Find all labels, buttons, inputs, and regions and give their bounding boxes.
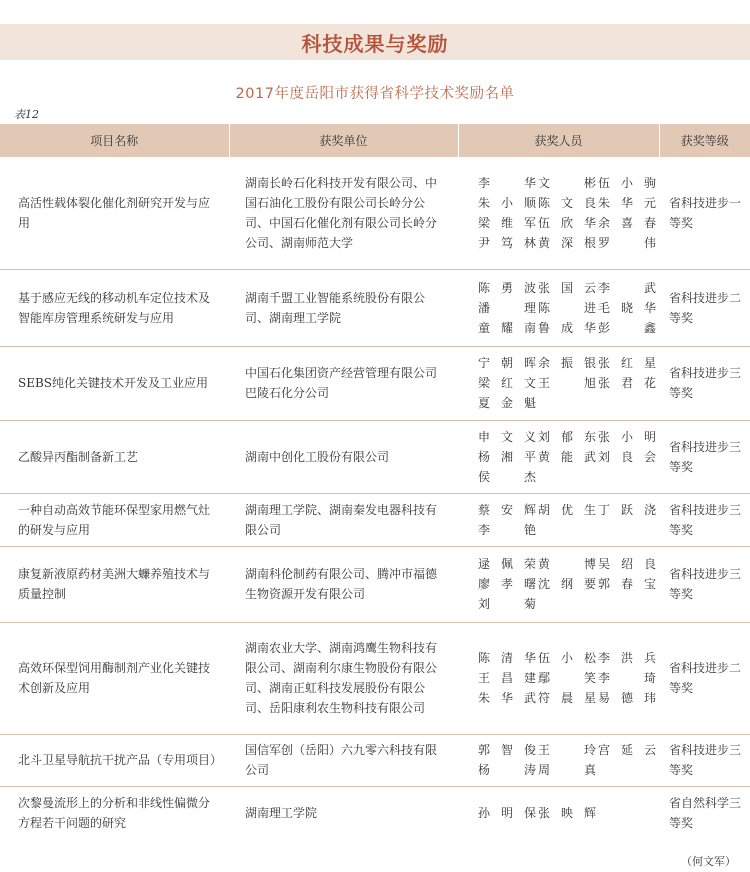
person-name: 夏金魁 <box>478 396 536 410</box>
person-name: 王昌建 <box>478 671 536 685</box>
person-name: 潘 理 <box>478 300 536 315</box>
table-row <box>0 493 750 546</box>
person-name: 朱华元 <box>598 195 656 210</box>
cell-project: 一种自动高效节能环保型家用燃气灶的研发与应用 <box>18 502 211 537</box>
person-name: 伍小驹 <box>598 175 656 190</box>
cell-project: 乙酸异丙酯制备新工艺 <box>18 449 139 464</box>
cell-people <box>458 346 659 420</box>
people-list <box>478 278 659 338</box>
person-name: 蔡安辉 <box>478 502 536 517</box>
table-row <box>0 734 750 786</box>
person-name: 李 武 <box>598 280 656 295</box>
cell-level: 省科技进步三等奖 <box>669 502 742 537</box>
person-name: 毛晓华 <box>598 300 656 315</box>
person-name: 吴绍良 <box>598 557 656 571</box>
table-row <box>0 269 750 346</box>
person-name: 孙明保 <box>478 806 536 821</box>
table-row <box>0 546 750 622</box>
person-name: 易德玮 <box>598 691 656 705</box>
person-name: 梁红文 <box>478 376 536 390</box>
cell-unit: 湖南理工学院、湖南秦发电器科技有限公司 <box>245 502 438 537</box>
cell-level: 省科技进步三等奖 <box>669 439 742 474</box>
person-name: 伍小松 <box>538 651 596 665</box>
person-name: 童耀南 <box>478 320 536 335</box>
cell-level: 省科技进步二等奖 <box>669 661 742 695</box>
cell-people <box>458 269 659 346</box>
person-name: 伍欣华 <box>538 215 596 230</box>
cell-people <box>458 546 659 622</box>
cell-people <box>458 493 659 546</box>
person-name: 彭 鑫 <box>598 320 656 335</box>
person-name: 尹笃林 <box>478 235 536 250</box>
header-level: 获奖等级 <box>659 124 750 157</box>
person-name: 廖孝曙 <box>478 577 536 591</box>
person-name: 侯 杰 <box>478 469 536 484</box>
table-title: 2017年度岳阳市获得省科学技术奖励名单 <box>235 86 515 102</box>
table-number: 表12 <box>14 108 39 121</box>
person-name: 鲁成华 <box>538 320 596 335</box>
cell-unit: 湖南理工学院 <box>245 806 318 821</box>
person-name: 刘良会 <box>598 449 656 464</box>
person-name: 陈勇波 <box>478 280 536 295</box>
cell-people <box>458 622 659 734</box>
cell-project: 基于感应无线的移动机车定位技术及智能库房管理系统研发与应用 <box>18 290 211 325</box>
cell-level: 省科技进步一等奖 <box>669 195 742 230</box>
author-credit: （何文军） <box>681 855 736 868</box>
person-name: 胡优生 <box>538 502 596 517</box>
person-name: 杨 涛 <box>478 763 536 777</box>
person-name: 宫延云 <box>598 743 656 757</box>
cell-level: 省自然科学三等奖 <box>669 796 742 831</box>
person-name: 陈 进 <box>538 300 596 315</box>
cell-level: 省科技进步二等奖 <box>669 290 742 325</box>
header-project: 项目名称 <box>0 124 229 157</box>
person-name: 黄 博 <box>538 557 596 571</box>
cell-project: 次黎曼流形上的分析和非线性偏微分方程若干问题的研究 <box>18 796 211 831</box>
person-name: 罗 伟 <box>598 235 656 250</box>
person-name: 王 玲 <box>538 743 596 757</box>
cell-people <box>458 734 659 786</box>
cell-people <box>458 420 659 493</box>
table-header-row <box>0 124 750 157</box>
cell-level: 省科技进步三等奖 <box>669 366 742 400</box>
cell-level: 省科技进步三等奖 <box>669 743 742 777</box>
person-name: 刘 菊 <box>478 597 536 611</box>
table-row <box>0 420 750 493</box>
person-name: 逯佩荣 <box>478 557 536 571</box>
person-name: 沈纲要 <box>538 577 596 591</box>
cell-project: 北斗卫星导航抗干扰产品（专用项目） <box>18 753 223 767</box>
person-name: 余振银 <box>538 356 596 370</box>
person-name: 鄢 笑 <box>538 671 596 685</box>
table-row <box>0 622 750 734</box>
person-name: 李 琦 <box>598 671 656 685</box>
cell-project: 康复新液原药材美洲大蠊养殖技术与质量控制 <box>18 567 211 601</box>
section-title: 科技成果与奖励 <box>301 31 449 56</box>
person-name: 陈清华 <box>478 651 536 665</box>
person-name: 刘郁东 <box>538 429 596 444</box>
people-list <box>478 740 659 780</box>
awards-table <box>0 124 750 840</box>
person-name: 黄能武 <box>538 449 596 464</box>
person-name: 张映辉 <box>538 806 596 821</box>
cell-people <box>458 786 659 840</box>
person-name: 杨湘平 <box>478 449 536 464</box>
header-people: 获奖人员 <box>458 124 659 157</box>
person-name: 朱华武 <box>478 691 536 705</box>
person-name: 黄深根 <box>538 235 596 250</box>
cell-unit: 中国石化集团资产经营管理有限公司巴陵石化分公司 <box>245 366 438 400</box>
person-name: 郭春宝 <box>598 577 656 591</box>
person-name: 周 真 <box>538 763 596 777</box>
cell-unit: 湖南长岭石化科技开发有限公司、中国石油化工股份有限公司长岭分公司、中国石化催化剂有限公司长岭分公司、湖南师范大学 <box>245 175 438 250</box>
cell-unit: 湖南中创化工股份有限公司 <box>245 449 390 464</box>
person-name: 余喜春 <box>598 215 656 230</box>
person-name: 宁朝晖 <box>478 356 536 370</box>
person-name: 梁维军 <box>478 215 536 230</box>
person-name: 丁跃浇 <box>598 502 656 517</box>
person-name: 申文义 <box>478 429 536 444</box>
people-list <box>478 803 659 823</box>
people-list <box>478 648 659 708</box>
people-list <box>478 173 659 253</box>
header-unit: 获奖单位 <box>229 124 458 157</box>
person-name: 朱小顺 <box>478 195 536 210</box>
person-name: 张小明 <box>598 429 656 444</box>
section-banner <box>0 24 750 60</box>
cell-unit: 国信军创（岳阳）六九零六科技有限公司 <box>245 743 438 777</box>
person-name: 陈文良 <box>538 195 596 210</box>
person-name: 文 彬 <box>538 175 596 190</box>
person-name: 张国云 <box>538 280 596 295</box>
person-name: 李 铯 <box>478 522 536 537</box>
person-name: 李洪兵 <box>598 651 656 665</box>
cell-unit: 湖南农业大学、湖南鸿鹰生物科技有限公司、湖南利尔康生物股份有限公司、湖南正虹科技发展股份有限公司、岳阳康利农生物科技有限公司 <box>245 641 438 715</box>
people-list <box>478 353 659 413</box>
cell-project: 高效环保型饲用酶制剂产业化关键技术创新及应用 <box>18 661 211 695</box>
person-name: 郭智俊 <box>478 743 536 757</box>
people-list <box>478 554 659 614</box>
person-name: 王 旭 <box>538 376 596 390</box>
person-name: 符晨星 <box>538 691 596 705</box>
table-row <box>0 157 750 269</box>
person-name: 张红星 <box>598 356 656 370</box>
cell-unit: 湖南科伦制药有限公司、腾冲市福德生物资源开发有限公司 <box>245 567 438 601</box>
table-row <box>0 786 750 840</box>
cell-unit: 湖南千盟工业智能系统股份有限公司、湖南理工学院 <box>245 290 426 325</box>
cell-project: 高活性载体裂化催化剂研究开发与应用 <box>18 195 211 230</box>
people-list <box>478 427 659 487</box>
people-list <box>478 500 659 540</box>
person-name: 张君花 <box>598 376 656 390</box>
cell-level: 省科技进步三等奖 <box>669 567 742 601</box>
cell-project: SEBS纯化关键技术开发及工业应用 <box>18 376 209 390</box>
table-row <box>0 346 750 420</box>
cell-people <box>458 157 659 269</box>
person-name: 李 华 <box>478 175 536 190</box>
